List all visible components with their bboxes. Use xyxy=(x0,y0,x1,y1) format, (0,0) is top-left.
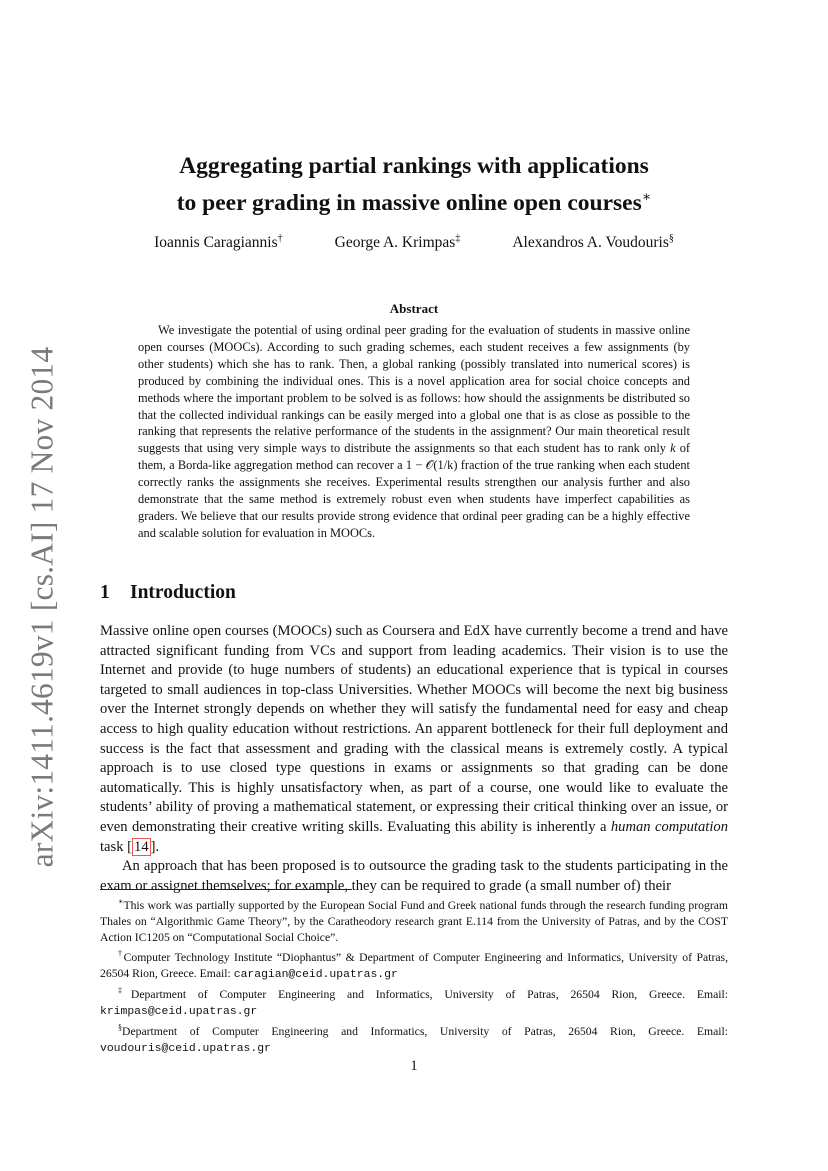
footnote: ∗This work was partially supported by the European Social Fund and Greek national funds through the research funding program Thales on “Algorithmic Game Theory”, by the Caratheodory research grant E.114 from the University of Patras, and by the COST Action IC1205 on “Computational Social Choice”. xyxy=(100,897,728,944)
author-footnote-mark: ‡ xyxy=(455,233,461,244)
arxiv-id: arXiv:1411.4619v1 [cs.AI] 17 Nov 2014 xyxy=(24,346,60,868)
title-footnote-mark: ∗ xyxy=(641,190,652,205)
citation-link[interactable]: 14 xyxy=(134,838,149,855)
paragraph: An approach that has been proposed is to outsource the grading task to the students participating in the exam or assignet themselves; for example, they can be required to grade (a small number of) their xyxy=(100,858,728,894)
section-number: 1 xyxy=(100,582,110,603)
email-address: krimpas@ceid.upatras.gr xyxy=(100,1005,258,1018)
author-footnote-mark: § xyxy=(668,233,674,244)
paper-title xyxy=(0,150,828,219)
author-footnote-mark: † xyxy=(277,233,283,244)
title-line-1: Aggregating partial rankings with applications xyxy=(179,153,649,179)
footnote: ‡Department of Computer Engineering and Informatics, University of Patras, 26504 Rion, Greece. Email: krimpas@ceid.upatras.gr xyxy=(100,985,729,1018)
email-address: caragian@ceid.upatras.gr xyxy=(233,968,398,981)
author: George A. Krimpas‡ xyxy=(334,233,461,252)
abstract-heading: Abstract xyxy=(389,301,439,316)
author-list xyxy=(0,233,828,252)
page-number: 1 xyxy=(410,1058,418,1074)
math-k: k xyxy=(670,441,676,456)
email-address: voudouris@ceid.upatras.gr xyxy=(100,1042,271,1055)
footnote: §Department of Computer Engineering and Informatics, University of Patras, 26504 Rion, Greece. Email: voudouris@ceid.upatras.gr xyxy=(100,1022,728,1055)
author: Alexandros A. Voudouris§ xyxy=(512,233,674,252)
footnote: †Computer Technology Institute “Diophantus” & Department of Computer Engineering and Informatics, University of Patras, 26504 Rion, Greece. Email: caragian@ceid.upatras.gr xyxy=(100,948,728,981)
section-heading xyxy=(100,582,236,604)
footnote-rule xyxy=(100,889,352,890)
paragraph: Massive online open courses (MOOCs) such as Coursera and EdX have currently become a trend and have attracted significant funding from VCs and support from leading academics. Their vision is to use the Internet and provide (to huge numbers of students) an educational experience that is typical in courses targeted to small audiences in top-class Universities. Whether MOOCs will become the next big business over the Internet strongly depends on whether they will satisfy the fundamental need for easy and cheap access to high quality education without restrictions. An apparent bottleneck for their full deployment and success is the fact that assessment and grading with the classical means is extremely costly. A typical approach is to use closed type questions in exams or assignments so that grading can be done automatically. This is highly unsatisfactory when, as part of a course, one would like to evaluate the students’ ability of proving a mathematical statement, or expressing their critical thinking over an issue, or even demonstrating their creative writing skills. Evaluating this ability is inherently a human computation task [ 14 ]. xyxy=(100,623,728,855)
title-line-2: to peer grading in massive online open courses∗ xyxy=(176,189,652,216)
footnotes xyxy=(100,894,728,1057)
abstract-text: We investigate the potential of using ordinal peer grading for the evaluation of students in massive online open courses (MOOCs). According to such grading schemes, each student receives a few assignments (by other students) which she has to rank. Then, a global ranking (possibly translated into numerical scores) is produced by combining the individual ones. This is a novel application area for social choice concepts and methods where the important problem to be solved is as follows: how should the assignments be distributed so that the collected individual rankings can be easily merged into a global one that is as close as possible to the ranking that represents the relative performance of the students in the assignment? Our main theoretical result suggests that using very simple ways to distribute the assignments so that each student has to rank only k of them, a Borda-like aggregation method can recover a 1 − 𝒪(1/k) fraction of the true ranking when each student correctly ranks the assignments she receives. Experimental results strengthen our analysis further and also demonstrate that the same method is extremely robust even when students have imperfect capabilities as graders. We believe that our results provide strong evidence that ordinal peer grading can be a highly effective and scalable solution for evaluation in MOOCs. xyxy=(138,323,691,540)
math-formula: 1 − 𝒪(1/k) xyxy=(405,458,458,473)
body-text xyxy=(100,622,728,896)
emphasis: human computation xyxy=(610,818,728,835)
author: Ioannis Caragiannis† xyxy=(154,233,283,252)
arxiv-sidebar-stamp xyxy=(16,346,68,868)
section-title: Introduction xyxy=(130,582,236,603)
